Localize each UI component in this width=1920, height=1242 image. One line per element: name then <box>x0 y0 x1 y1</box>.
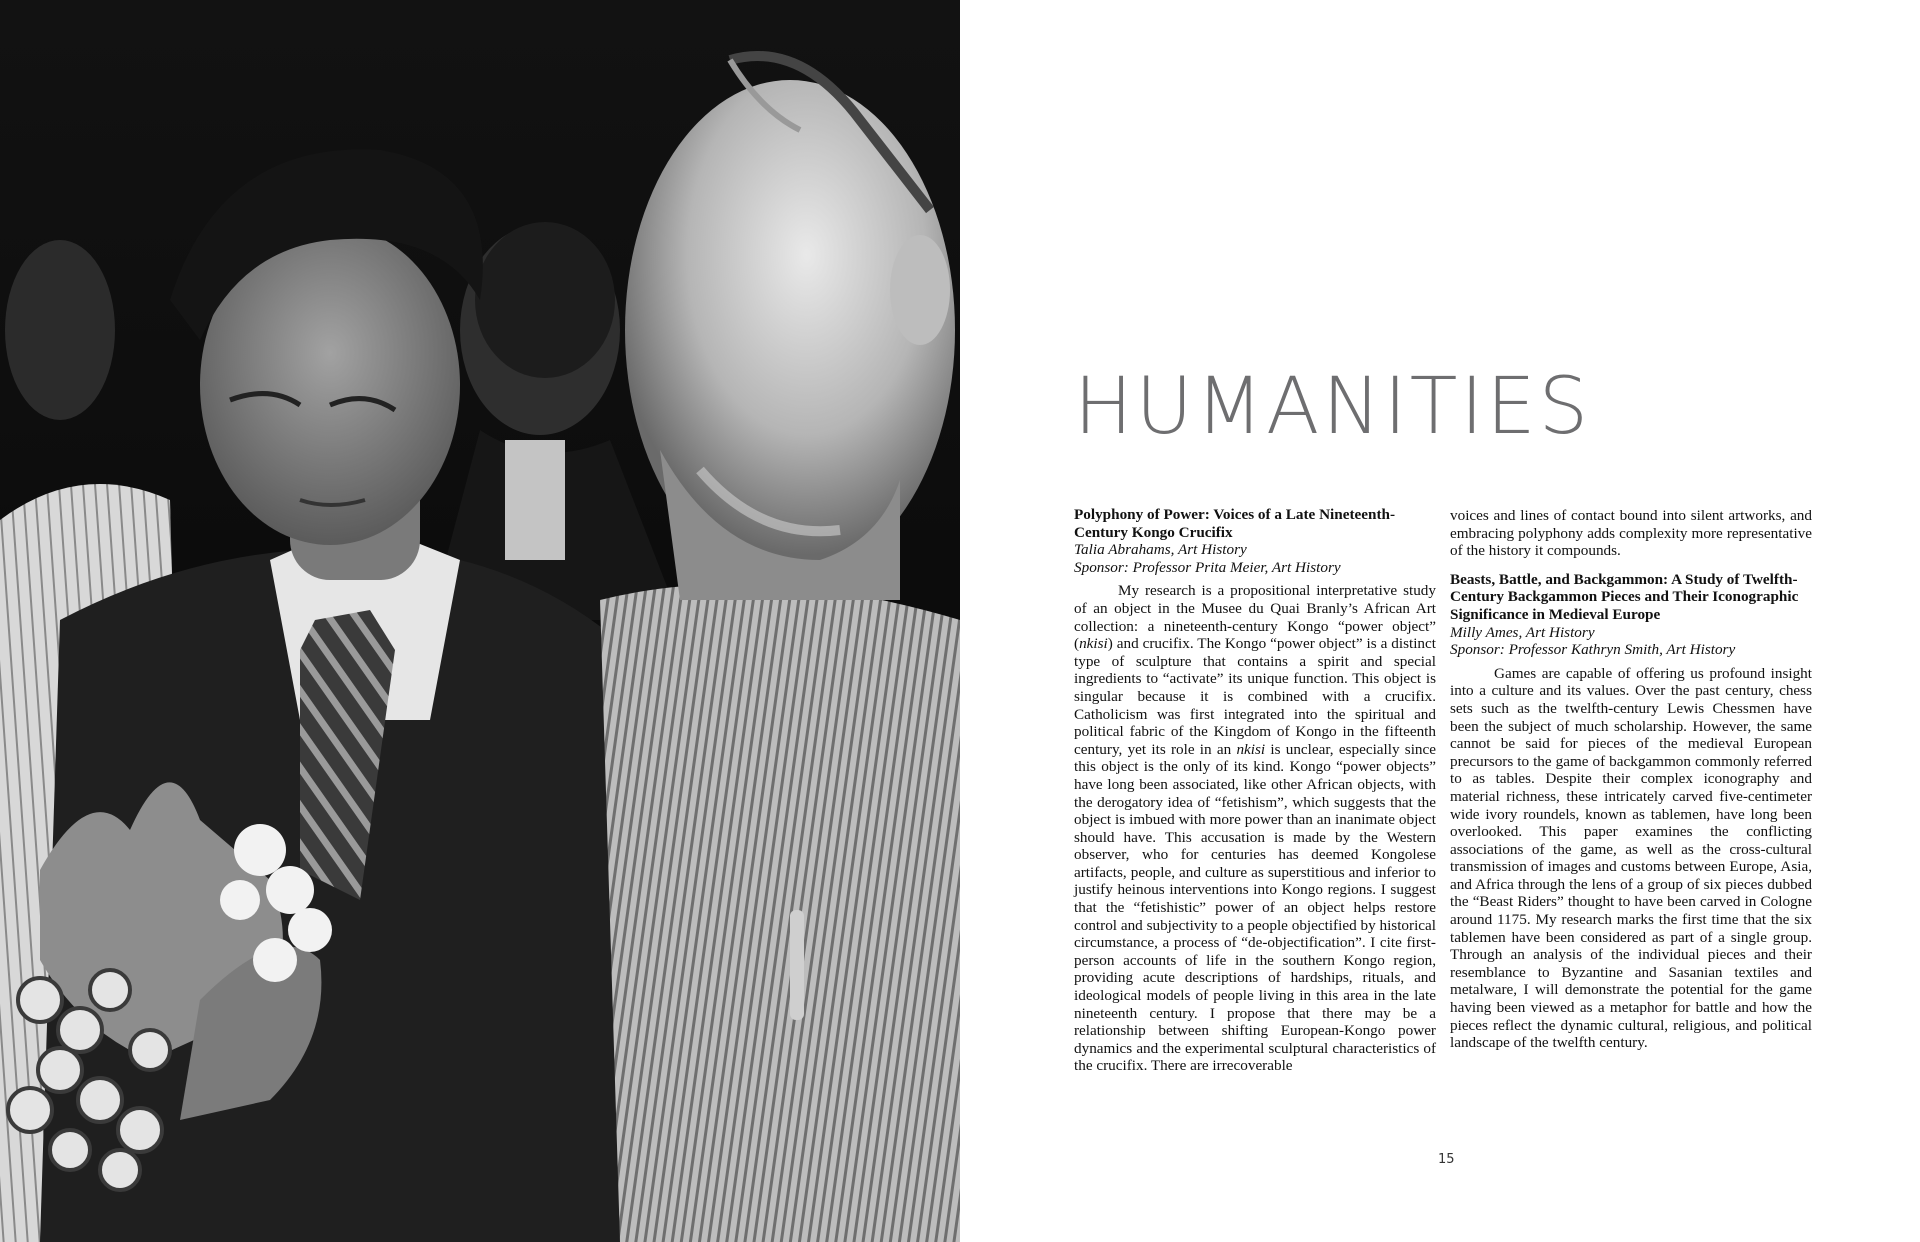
body-text-italic: nkisi <box>1236 740 1266 758</box>
article-sponsor: Sponsor: Professor Prita Meier, Art History <box>1074 558 1341 576</box>
article-sponsor: Sponsor: Professor Kathryn Smith, Art History <box>1450 641 1736 659</box>
article-body <box>1074 582 1436 1075</box>
text-page <box>960 0 1920 1242</box>
article-author: Talia Abrahams, Art History <box>1074 541 1247 559</box>
section-title: HUMANITIES <box>1074 362 1592 452</box>
article-body-continued: voices and lines of contact bound into silent artworks, and embracing polyphony adds complexity more representative of the history it compounds. <box>1450 507 1812 560</box>
article-body: Games are capable of offering us profound insight into a culture and its values. Over the past century, chess sets such as the twelfth-century Lewis Chessmen have been the subject of much scholarship. However, the same cannot be said for pieces of the medieval European precursors to the game of backgammon commonly referred to as tables. Despite their complex iconography and material richness, these intricately carved five-centimeter wide ivory roundels, known as tablemen, have long been overlooked. This paper examines the conflicting associations of the game, as well as the cross-cultural transmission of images and customs between Europe, Asia, and Africa through the lens of a group of six pieces dubbed the “Beast Riders” thought to have been carved in Cologne around 1175. My research marks the first time that the six tablemen have been considered as part of a single group. Through an analysis of the individual pieces and their resemblance to Byzantine and Sasanian textiles and metalware, I will demonstrate the potential for the game having been viewed as a metaphor for battle and how the pieces reflect the dynamic cultural, religious, and political landscape of the twelfth century. <box>1450 664 1812 1052</box>
body-text-segment: My research is a propositional interpretative study of an object in the Musee du Quai Branly’s African Art collection: a nineteenth-century Kongo “power object” ( <box>1074 582 1436 653</box>
article-title: Polyphony of Power: Voices of a Late Nineteenth-Century Kongo Crucifix <box>1074 506 1396 541</box>
article-title: Beasts, Battle, and Backgammon: A Study of Twelfth-Century Backgammon Pieces and Their Iconographic Significance in Medieval Europe <box>1450 570 1799 623</box>
article-author: Milly Ames, Art History <box>1450 623 1595 641</box>
column-left <box>1074 506 1436 1075</box>
page-number: 15 <box>1438 1152 1455 1167</box>
body-text-italic: nkisi <box>1079 635 1108 653</box>
column-right <box>1450 507 1812 1052</box>
body-text-segment: ) and crucifix. The Kongo “power object” is a distinct type of sculpture that contains a spirit and special ingredients to “activate” its unique function. This object is singular because it is combined with a crucifix. Catholicism was first integrated into the spiritual and political fabric of the Kingdom of Kongo in the fifteenth century, yet its role in an <box>1074 635 1436 758</box>
body-text-segment: is unclear, especially since this object is the only of its kind. Kongo “power objects” have long been associated, like other African objects, with the derogatory idea of “fetishism”, which suggests that the object is imbued with more power than an inanimate object should have. This accusation is made by the Western observer, who for centuries has deemed Kongolese artifacts, people, and culture as superstitious and inferior to justify heinous interventions into Kongo regions. I suggest that the “fetishistic” power of an object helps restore control and subjectivity to a people objectified by historical circumstance, a process of “de-objectification”. I cite first-person accounts of life in the southern Kongo region, providing acute descriptions of hardships, rituals, and ideological models of people living in this area in the late nineteenth century. I propose that there may be a relationship between shifting European-Kongo power dynamics and the experimental sculptural characteristics of the crucifix. There are irrecoverable <box>1074 740 1437 1075</box>
